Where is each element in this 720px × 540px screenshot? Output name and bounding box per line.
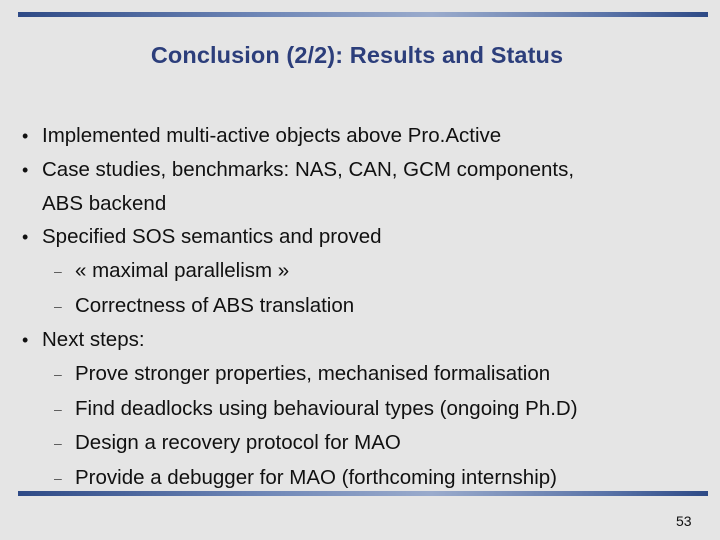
- dash-marker: –: [54, 469, 62, 486]
- bullet-item: [22, 220, 702, 254]
- bullet-marker: •: [22, 160, 29, 181]
- dash-marker: –: [54, 366, 62, 383]
- sub-item: [22, 426, 702, 460]
- bullet-item: [22, 323, 702, 357]
- sub-item-text: Correctness of ABS translation: [75, 293, 355, 317]
- sub-item: [22, 357, 702, 391]
- bullet-marker: •: [22, 226, 29, 247]
- sub-item: [22, 289, 702, 323]
- bullet-text: Implemented multi-active objects above Pro.Active: [42, 124, 502, 147]
- sub-item: [22, 461, 702, 495]
- sub-item-text: Prove stronger properties, mechanised formalisation: [75, 362, 551, 386]
- bullet-marker: •: [22, 330, 29, 351]
- dash-marker: –: [54, 297, 62, 314]
- top-rule: [18, 12, 708, 17]
- bullet-item: [22, 153, 702, 219]
- sub-item: [22, 254, 702, 288]
- dash-marker: –: [54, 435, 62, 452]
- bullet-text: Next steps:: [42, 328, 145, 352]
- dash-marker: –: [54, 400, 62, 417]
- sub-item-text: Find deadlocks using behavioural types (ongoing Ph.D): [75, 396, 578, 420]
- bullet-text: Specified SOS semantics and proved: [42, 224, 382, 248]
- bullet-list: [22, 119, 702, 495]
- bottom-rule: [18, 491, 708, 496]
- bullet-item: [22, 119, 702, 153]
- sub-item-text: « maximal parallelism »: [75, 259, 290, 283]
- sub-item-text: Design a recovery protocol for MAO: [75, 431, 401, 455]
- dash-marker: –: [54, 263, 62, 280]
- bullet-text-continuation: ABS backend: [42, 191, 167, 215]
- sub-item: [22, 392, 702, 426]
- page-number: 53: [676, 513, 692, 529]
- slide-title: Conclusion (2/2): Results and Status: [150, 42, 564, 68]
- bullet-marker: •: [22, 126, 29, 146]
- bullet-text: Case studies, benchmarks: NAS, CAN, GCM components,: [42, 158, 575, 182]
- sub-item-text: Provide a debugger for MAO (forthcoming internship): [75, 465, 557, 489]
